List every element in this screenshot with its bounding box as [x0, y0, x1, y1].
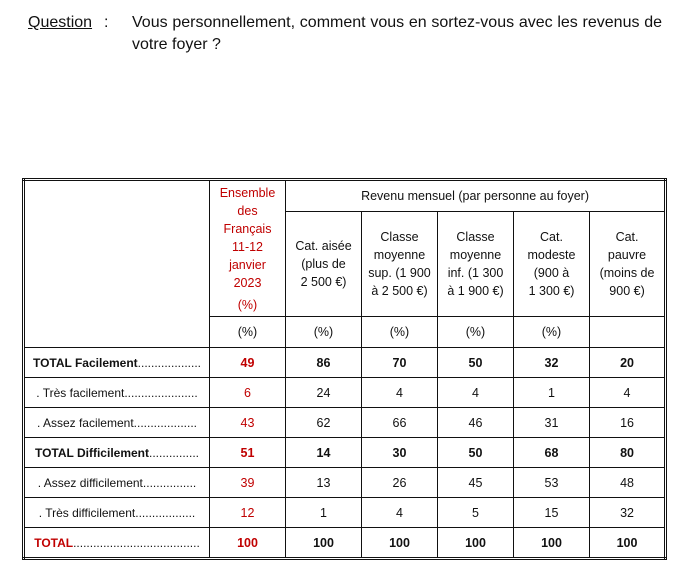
- column-header-line: 900 €): [609, 284, 645, 298]
- income-value: 4: [438, 378, 514, 408]
- column-header-line: 2 500 €): [300, 275, 347, 289]
- table-row: [24, 528, 666, 559]
- income-value: 5: [438, 498, 514, 528]
- income-value: 70: [362, 348, 438, 378]
- ensemble-value: 49: [210, 348, 286, 378]
- column-unit: (%): [210, 317, 286, 348]
- ensemble-header-line: 2023: [233, 275, 262, 290]
- income-value: 4: [362, 378, 438, 408]
- income-value: 50: [438, 348, 514, 378]
- income-value: 48: [590, 468, 666, 498]
- column-header-line: (900 à: [533, 266, 570, 280]
- column-header-line: Cat. aisée: [295, 239, 352, 253]
- row-label-text: TOTAL: [34, 535, 74, 550]
- column-header-line: moyenne: [373, 248, 426, 262]
- ensemble-header-line: Ensemble: [219, 185, 276, 200]
- income-value: 100: [362, 528, 438, 559]
- ensemble-header: [210, 180, 286, 317]
- column-header-line: Cat.: [540, 230, 563, 244]
- income-value: 16: [590, 408, 666, 438]
- column-header-line: Cat.: [615, 230, 639, 244]
- column-header-line: modeste: [527, 248, 576, 262]
- ensemble-unit: (%): [237, 297, 258, 312]
- income-value: 50: [438, 438, 514, 468]
- row-label-dots: ................: [142, 475, 197, 490]
- income-value: 100: [590, 528, 666, 559]
- ensemble-header-line: 11-12: [231, 239, 264, 254]
- income-value: 45: [438, 468, 514, 498]
- column-header-line: inf. (1 300: [447, 266, 504, 280]
- income-value: 46: [438, 408, 514, 438]
- income-group-header: Revenu mensuel (par personne au foyer): [286, 180, 666, 212]
- income-value: 68: [514, 438, 590, 468]
- ensemble-header-line: janvier: [229, 257, 266, 272]
- income-column-header: [362, 212, 438, 317]
- table-row: [24, 408, 666, 438]
- income-column-header: [514, 212, 590, 317]
- ensemble-header-line: Français: [223, 221, 272, 236]
- column-unit: (%): [438, 317, 514, 348]
- ensemble-value: 39: [210, 468, 286, 498]
- table-row: [24, 438, 666, 468]
- ensemble-value: 6: [210, 378, 286, 408]
- table-row: [24, 468, 666, 498]
- row-label-text: . Assez facilement: [36, 415, 134, 430]
- income-value: 32: [590, 498, 666, 528]
- column-header-line: à 2 500 €): [371, 284, 428, 298]
- column-header-line: (plus de: [301, 257, 346, 271]
- column-header-line: Classe: [456, 230, 495, 244]
- table-row: [24, 378, 666, 408]
- row-label-text: . Très facilement: [36, 385, 125, 400]
- income-value: 15: [514, 498, 590, 528]
- income-value: 66: [362, 408, 438, 438]
- income-value: 24: [286, 378, 362, 408]
- row-label-text: . Assez difficilement: [37, 475, 143, 490]
- income-value: 30: [362, 438, 438, 468]
- income-value: 100: [286, 528, 362, 559]
- row-label-dots: ...................: [133, 415, 198, 430]
- row-label-text: . Très difficilement: [38, 505, 136, 520]
- income-value: 20: [590, 348, 666, 378]
- column-header-line: à 1 900 €): [447, 284, 504, 298]
- question-text: Vous personnellement, comment vous en sortez-vous avec les revenus de votre foyer ?: [132, 14, 662, 53]
- income-value: 53: [514, 468, 590, 498]
- income-value: 100: [438, 528, 514, 559]
- table-row: [24, 498, 666, 528]
- row-label-text: TOTAL Difficilement: [34, 445, 149, 460]
- income-value: 32: [514, 348, 590, 378]
- income-column-header: [438, 212, 514, 317]
- income-value: 4: [362, 498, 438, 528]
- income-value: 14: [286, 438, 362, 468]
- row-label: [24, 348, 210, 378]
- question-label: Question: [28, 14, 93, 31]
- ensemble-value: 43: [210, 408, 286, 438]
- income-value: 31: [514, 408, 590, 438]
- income-value: 1: [286, 498, 362, 528]
- income-column-header: [286, 212, 362, 317]
- ensemble-value: 51: [210, 438, 286, 468]
- column-header-line: 1 300 €): [528, 284, 575, 298]
- income-value: 26: [362, 468, 438, 498]
- ensemble-header-line: des: [237, 203, 258, 218]
- income-value: 13: [286, 468, 362, 498]
- income-value: 86: [286, 348, 362, 378]
- column-unit: (%): [362, 317, 438, 348]
- column-header-line: moyenne: [449, 248, 502, 262]
- income-value: 4: [590, 378, 666, 408]
- row-label: [24, 378, 210, 408]
- column-header-line: pauvre: [607, 248, 647, 262]
- row-label: [24, 498, 210, 528]
- ensemble-value: 12: [210, 498, 286, 528]
- column-header-line: sup. (1 900: [368, 266, 431, 280]
- ensemble-value: 100: [210, 528, 286, 559]
- column-header-line: (moins de: [599, 266, 655, 280]
- row-label-dots: ......................: [124, 385, 198, 400]
- row-label: [24, 408, 210, 438]
- income-column-header: [590, 212, 666, 317]
- income-value: 62: [286, 408, 362, 438]
- row-label: [24, 468, 210, 498]
- row-label-dots: ...............: [149, 445, 200, 460]
- income-value: 80: [590, 438, 666, 468]
- row-label: [24, 528, 210, 559]
- results-table: [22, 178, 667, 560]
- question-colon: :: [104, 14, 109, 31]
- row-label-dots: ..................: [135, 505, 196, 520]
- row-label: [24, 438, 210, 468]
- table-row: [24, 348, 666, 378]
- column-unit: (%): [514, 317, 590, 348]
- income-value: 100: [514, 528, 590, 559]
- income-value: 1: [514, 378, 590, 408]
- row-label-text: TOTAL Facilement: [32, 355, 138, 370]
- row-label-dots: ......................................: [73, 535, 200, 550]
- blank-corner-cell: [24, 180, 210, 348]
- column-unit: (%): [286, 317, 362, 348]
- row-label-dots: ...................: [137, 355, 202, 370]
- column-header-line: Classe: [380, 230, 419, 244]
